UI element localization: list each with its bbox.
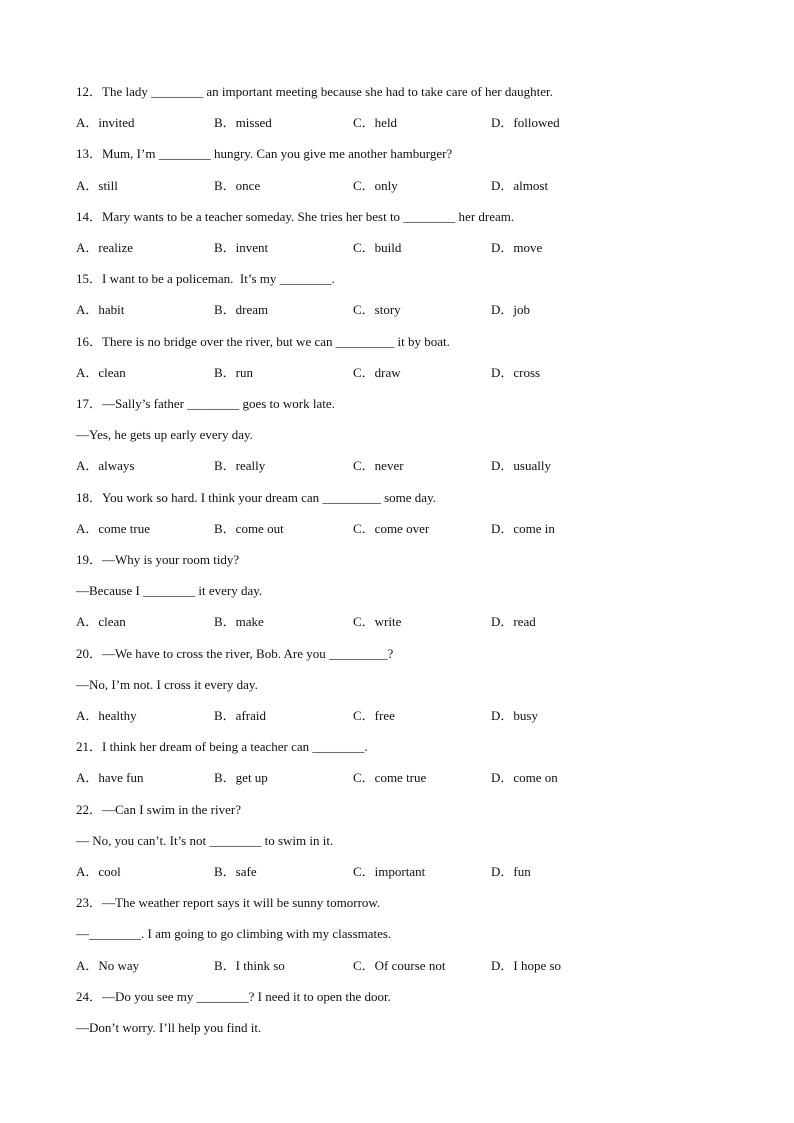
question-stem: 24．—Do you see my ________? I need it to open the door. [76,989,391,1004]
answer-option[interactable]: B．afraid [214,708,266,723]
question-dialogue-line: — No, you can’t. It’s not ________ to swim in it. [76,833,334,848]
answer-option[interactable]: A．always [76,458,135,473]
answer-option[interactable]: B．come out [214,521,284,536]
answer-option[interactable]: B．dream [214,302,269,317]
answer-option[interactable]: C．free [353,708,395,723]
question-dialogue-line: —________. I am going to go climbing with my classmates. [76,926,392,941]
answer-option[interactable]: D．move [491,240,543,255]
answer-option[interactable]: B．get up [214,770,268,785]
answer-option[interactable]: D．come on [491,770,558,785]
answer-option[interactable]: A．healthy [76,708,137,723]
answer-option[interactable]: D．busy [491,708,538,723]
answer-option[interactable]: B．safe [214,864,257,879]
answer-option[interactable]: C．never [353,458,404,473]
question-stem: 18．You work so hard. I think your dream can _________ some day. [76,490,436,505]
answer-option[interactable]: A．have fun [76,770,144,785]
question-stem: 16．There is no bridge over the river, but we can _________ it by boat. [76,334,450,349]
answer-option[interactable]: C．build [353,240,402,255]
answer-option[interactable]: C．held [353,115,398,130]
answer-option[interactable]: A．still [76,178,118,193]
answer-option[interactable]: B．once [214,178,261,193]
answer-option[interactable]: A．clean [76,365,126,380]
answer-option[interactable]: A．realize [76,240,134,255]
answer-option[interactable]: D．cross [491,365,541,380]
answer-option[interactable]: A．habit [76,302,125,317]
answer-option[interactable]: D．almost [491,178,549,193]
question-stem: 13．Mum, I’m ________ hungry. Can you give me another hamburger? [76,146,453,161]
answer-option[interactable]: B．I think so [214,958,285,973]
answer-option[interactable]: A．clean [76,614,126,629]
question-stem: 14．Mary wants to be a teacher someday. She tries her best to ________ her dream. [76,209,515,224]
answer-option[interactable]: D．usually [491,458,551,473]
answer-option[interactable]: D．read [491,614,536,629]
question-stem: 21．I think her dream of being a teacher can ________. [76,739,368,754]
answer-option[interactable]: C．Of course not [353,958,446,973]
answer-option[interactable]: D．followed [491,115,560,130]
answer-option[interactable]: D．fun [491,864,531,879]
answer-option[interactable]: C．only [353,178,398,193]
answer-option[interactable]: C．come over [353,521,430,536]
question-stem: 23．—The weather report says it will be sunny tomorrow. [76,895,381,910]
answer-option[interactable]: B．really [214,458,266,473]
question-dialogue-line: —No, I’m not. I cross it every day. [76,677,258,692]
answer-option[interactable]: C．draw [353,365,401,380]
answer-option[interactable]: C．important [353,864,426,879]
question-stem: 22．—Can I swim in the river? [76,802,241,817]
answer-option[interactable]: B．invent [214,240,269,255]
answer-option[interactable]: C．write [353,614,402,629]
answer-option[interactable]: B．missed [214,115,272,130]
answer-option[interactable]: D．come in [491,521,555,536]
question-dialogue-line: —Because I ________ it every day. [76,583,263,598]
question-stem: 19．—Why is your room tidy? [76,552,240,567]
answer-option[interactable]: D．I hope so [491,958,562,973]
answer-option[interactable]: A．No way [76,958,140,973]
answer-option[interactable]: C．story [353,302,401,317]
answer-option[interactable]: D．job [491,302,531,317]
question-stem: 17．—Sally’s father ________ goes to work late. [76,396,335,411]
answer-option[interactable]: B．run [214,365,254,380]
question-stem: 15．I want to be a policeman. It’s my ________. [76,271,335,286]
answer-option[interactable]: C．come true [353,770,427,785]
question-dialogue-line: —Don’t worry. I’ll help you find it. [76,1020,262,1035]
question-dialogue-line: —Yes, he gets up early every day. [76,427,253,442]
question-stem: 20．—We have to cross the river, Bob. Are you _________? [76,646,394,661]
answer-option[interactable]: A．cool [76,864,121,879]
answer-option[interactable]: B．make [214,614,264,629]
answer-option[interactable]: A．come true [76,521,151,536]
answer-option[interactable]: A．invited [76,115,135,130]
question-stem: 12．The lady ________ an important meeting because she had to take care of her daughter. [76,84,553,99]
